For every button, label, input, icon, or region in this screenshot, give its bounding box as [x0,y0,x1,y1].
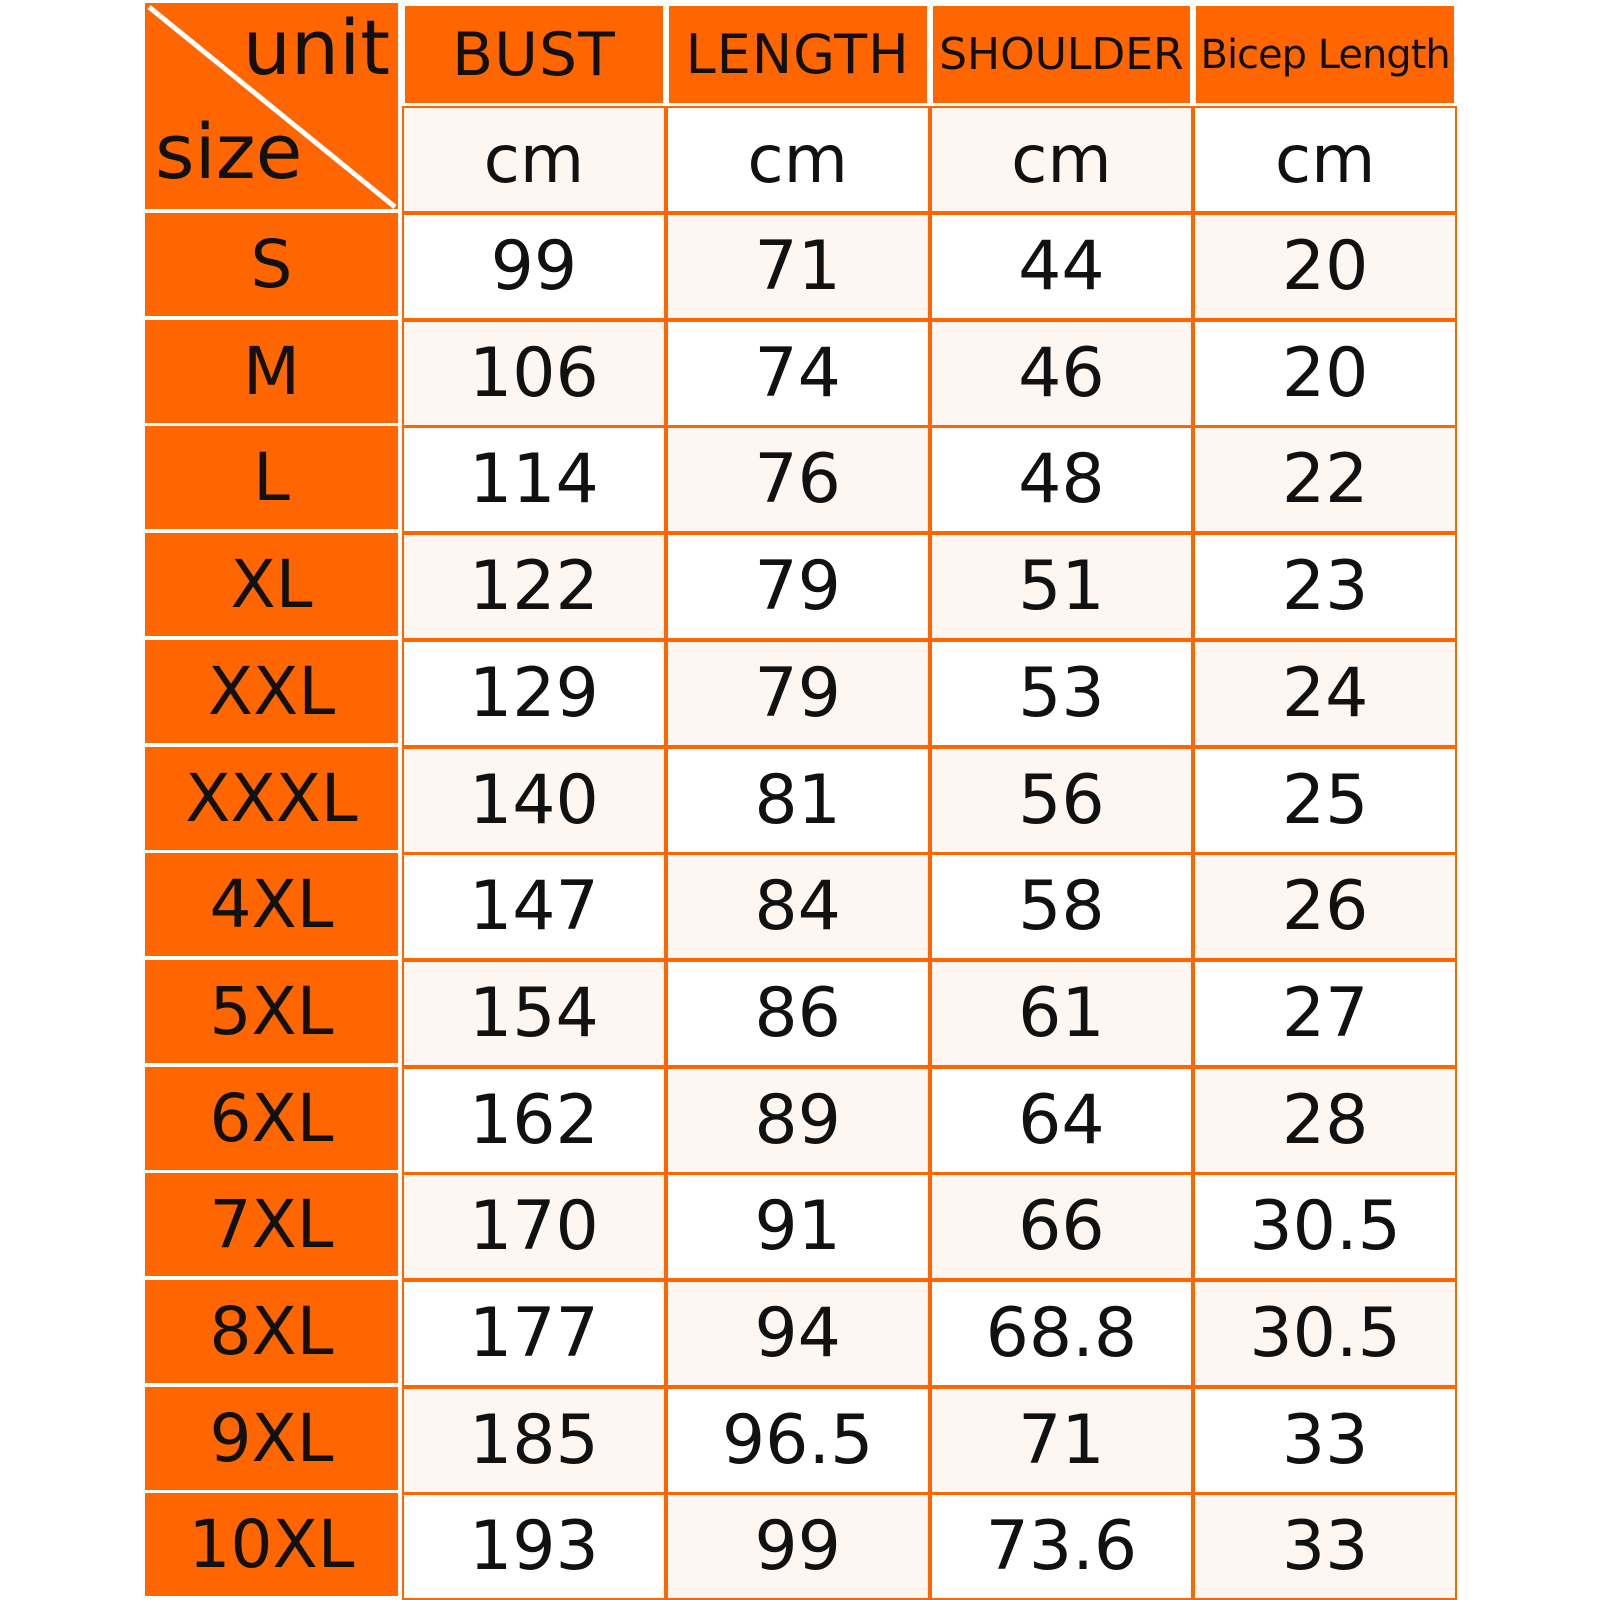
size-label-cell: L [145,426,402,533]
table-row [145,426,1457,533]
length-cell: 81 [666,747,930,854]
table-row [145,1173,1457,1280]
column-header-row [145,3,1457,106]
bust-cell: 122 [402,533,666,640]
length-cell: 89 [666,1067,930,1174]
shoulder-cell: 53 [930,640,1194,747]
bicep-length-cell: 28 [1193,1067,1457,1174]
table-row [145,640,1457,747]
table-row [145,213,1457,320]
table-row [145,853,1457,960]
table-row [145,960,1457,1067]
unit-row [145,106,1457,213]
table-row [145,747,1457,854]
length-cell: 79 [666,640,930,747]
shoulder-cell: 68.8 [930,1280,1194,1387]
shoulder-cell: 71 [930,1387,1194,1494]
size-label-cell: 9XL [145,1387,402,1494]
unit-cell: cm [1193,106,1457,213]
bust-cell: 170 [402,1173,666,1280]
shoulder-cell: 48 [930,426,1194,533]
table-row [145,1067,1457,1174]
bust-cell: 140 [402,747,666,854]
shoulder-cell: 61 [930,960,1194,1067]
size-label-cell: 8XL [145,1280,402,1387]
shoulder-cell: 73.6 [930,1493,1194,1600]
bicep-length-cell: 27 [1193,960,1457,1067]
bust-cell: 162 [402,1067,666,1174]
shoulder-cell: 64 [930,1067,1194,1174]
size-label-cell: S [145,213,402,320]
length-cell: 79 [666,533,930,640]
size-label-cell: 6XL [145,1067,402,1174]
bust-cell: 114 [402,426,666,533]
shoulder-cell: 51 [930,533,1194,640]
table-row [145,1387,1457,1494]
bicep-length-cell: 20 [1193,320,1457,427]
bust-cell: 106 [402,320,666,427]
bicep-length-cell: 30.5 [1193,1280,1457,1387]
size-label-cell: XL [145,533,402,640]
size-label-cell: XXL [145,640,402,747]
table-row [145,320,1457,427]
bust-cell: 99 [402,213,666,320]
size-label-cell: 7XL [145,1173,402,1280]
bicep-length-cell: 20 [1193,213,1457,320]
column-header-bust: BUST [402,3,666,106]
table-row [145,1493,1457,1600]
bust-cell: 154 [402,960,666,1067]
length-cell: 74 [666,320,930,427]
bicep-length-cell: 22 [1193,426,1457,533]
corner-unit-label: unit [242,3,390,92]
unit-cell: cm [666,106,930,213]
bust-cell: 177 [402,1280,666,1387]
bust-cell: 129 [402,640,666,747]
bust-cell: 147 [402,853,666,960]
length-cell: 94 [666,1280,930,1387]
bicep-length-cell: 26 [1193,853,1457,960]
length-cell: 99 [666,1493,930,1600]
bicep-length-cell: 33 [1193,1493,1457,1600]
header-spacer [145,3,402,106]
size-label-cell: XXXL [145,747,402,854]
length-cell: 84 [666,853,930,960]
bust-cell: 185 [402,1387,666,1494]
corner-size-label: size [155,107,303,196]
bicep-length-cell: 25 [1193,747,1457,854]
bicep-length-cell: 33 [1193,1387,1457,1494]
unit-spacer [145,106,402,213]
unit-cell: cm [402,106,666,213]
unit-cell: cm [930,106,1194,213]
size-label-cell: 4XL [145,853,402,960]
shoulder-cell: 44 [930,213,1194,320]
bicep-length-cell: 30.5 [1193,1173,1457,1280]
size-label-cell: 10XL [145,1493,402,1600]
bust-cell: 193 [402,1493,666,1600]
length-cell: 86 [666,960,930,1067]
length-cell: 76 [666,426,930,533]
length-cell: 71 [666,213,930,320]
table-row [145,533,1457,640]
bicep-length-cell: 23 [1193,533,1457,640]
column-header-shoulder: SHOULDER [930,3,1194,106]
size-label-cell: 5XL [145,960,402,1067]
length-cell: 91 [666,1173,930,1280]
shoulder-cell: 58 [930,853,1194,960]
shoulder-cell: 56 [930,747,1194,854]
table-row [145,1280,1457,1387]
size-chart-table [145,3,1457,1600]
length-cell: 96.5 [666,1387,930,1494]
shoulder-cell: 66 [930,1173,1194,1280]
column-header-bicep-length: Bicep Length [1193,3,1457,106]
size-label-cell: M [145,320,402,427]
shoulder-cell: 46 [930,320,1194,427]
column-header-length: LENGTH [666,3,930,106]
bicep-length-cell: 24 [1193,640,1457,747]
